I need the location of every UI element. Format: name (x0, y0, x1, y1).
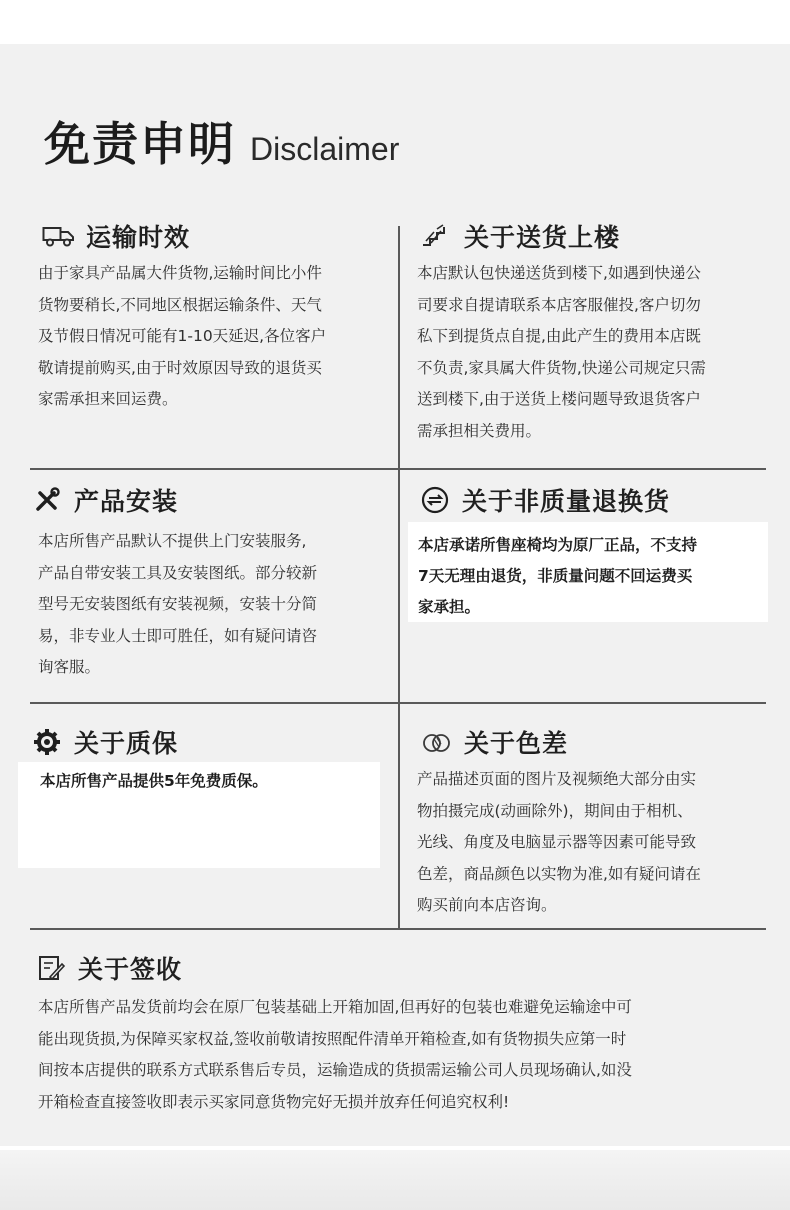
page-title (44, 108, 400, 171)
text-line: 本店所售产品发货前均会在原厂包装基础上开箱加固,但再好的包装也难避免运输途中可 (38, 998, 632, 1016)
text-line: 型号无安装图纸有安装视频，安装十分简 (38, 595, 318, 613)
text-line: 本店所售产品提供5年免费质保。 (40, 772, 268, 790)
title-chinese: 免责申明 (44, 117, 236, 171)
text-line: 物拍摄完成(动画除外)，期间由于相机、 (417, 801, 693, 820)
section-warranty-heading (30, 724, 178, 760)
text-line: 易，非专业人士即可胜任，如有疑问请咨 (38, 626, 318, 645)
returns-highlight-box (408, 522, 768, 622)
text-line: 间按本店提供的联系方式联系售后专员，运输造成的货损需运输公司人员现场确认,如没 (38, 1061, 632, 1079)
truck-icon (42, 221, 76, 251)
text-line: 7天无理由退货，非质量问题不回运费买 (418, 567, 693, 585)
tools-icon (30, 485, 64, 515)
text-line: 家承担。 (418, 598, 481, 616)
section-installation-title: 产品安装 (74, 487, 179, 516)
row-divider-1 (30, 468, 766, 470)
section-returns-title: 关于非质量退换货 (462, 487, 671, 516)
column-divider-1 (398, 226, 400, 468)
section-installation-heading (30, 482, 178, 518)
section-color-title: 关于色差 (464, 729, 569, 758)
stairs-icon (420, 221, 454, 251)
section-shipping-title: 运输时效 (86, 223, 191, 252)
section-color-text (417, 764, 701, 922)
text-line: 需承担相关费用。 (417, 421, 542, 440)
section-delivery-title: 关于送货上楼 (464, 223, 621, 252)
section-delivery-text (417, 258, 706, 447)
section-receipt-text (38, 992, 632, 1118)
text-line: 开箱检查直接签收即表示买家同意货物完好无损并放弃任何追究权利! (38, 1092, 510, 1111)
text-line: 货物要稍长,不同地区根据运输条件、天气 (38, 295, 322, 314)
text-line: 产品自带安装工具及安装图纸。部分较新 (38, 563, 318, 582)
text-line: 送到楼下,由于送货上楼问题导致退货客户 (417, 390, 701, 408)
text-line: 光线、角度及电脑显示器等因素可能导致 (417, 833, 697, 851)
exchange-icon (418, 485, 452, 515)
column-divider-3 (398, 704, 400, 929)
text-line: 购买前向本店咨询。 (417, 896, 557, 914)
text-line: 能出现货损,为保障买家权益,签收前敬请按照配件清单开箱检查,如有货物损失应第一时 (38, 1029, 627, 1048)
color-circles-icon (420, 727, 454, 757)
text-line: 不负责,家具属大件货物,快递公司规定只需 (417, 358, 706, 377)
text-line: 由于家具产品属大件货物,运输时间比小件 (38, 264, 322, 282)
text-line: 询客服。 (38, 658, 101, 676)
section-shipping-heading (42, 218, 190, 254)
text-line: 司要求自提请联系本店客服催投,客户切勿 (417, 295, 701, 314)
text-line: 本店所售产品默认不提供上门安装服务, (38, 532, 307, 550)
warranty-highlight-box (18, 762, 380, 868)
section-returns-heading (418, 482, 670, 518)
blurred-next-section (0, 1150, 790, 1210)
text-line: 色差，商品颜色以实物为准,如有疑问请在 (417, 864, 701, 883)
text-line: 私下到提货点自提,由此产生的费用本店既 (417, 327, 701, 345)
text-line: 及节假日情况可能有1-10天延迟,各位客户 (38, 327, 327, 345)
sign-icon (34, 953, 68, 983)
text-line: 本店承诺所售座椅均为原厂正品，不支持 (418, 536, 698, 554)
section-shipping-text (38, 258, 326, 416)
text-line: 家需承担来回运费。 (38, 390, 178, 408)
section-installation-text (38, 526, 317, 684)
row-divider-3 (30, 928, 766, 930)
section-receipt-title: 关于签收 (78, 955, 183, 984)
row-divider-2 (30, 702, 766, 704)
section-receipt-heading (34, 950, 182, 986)
text-line: 本店默认包快递送货到楼下,如遇到快递公 (417, 264, 701, 282)
gear-icon (30, 727, 64, 757)
text-line: 敬请提前购买,由于时效原因导致的退货买 (38, 358, 322, 377)
column-divider-2 (398, 470, 400, 702)
title-english: Disclaimer (250, 131, 400, 167)
section-color-heading (420, 724, 568, 760)
section-delivery-heading (420, 218, 620, 254)
text-line: 产品描述页面的图片及视频绝大部分由实 (417, 770, 697, 788)
section-warranty-title: 关于质保 (74, 729, 179, 758)
